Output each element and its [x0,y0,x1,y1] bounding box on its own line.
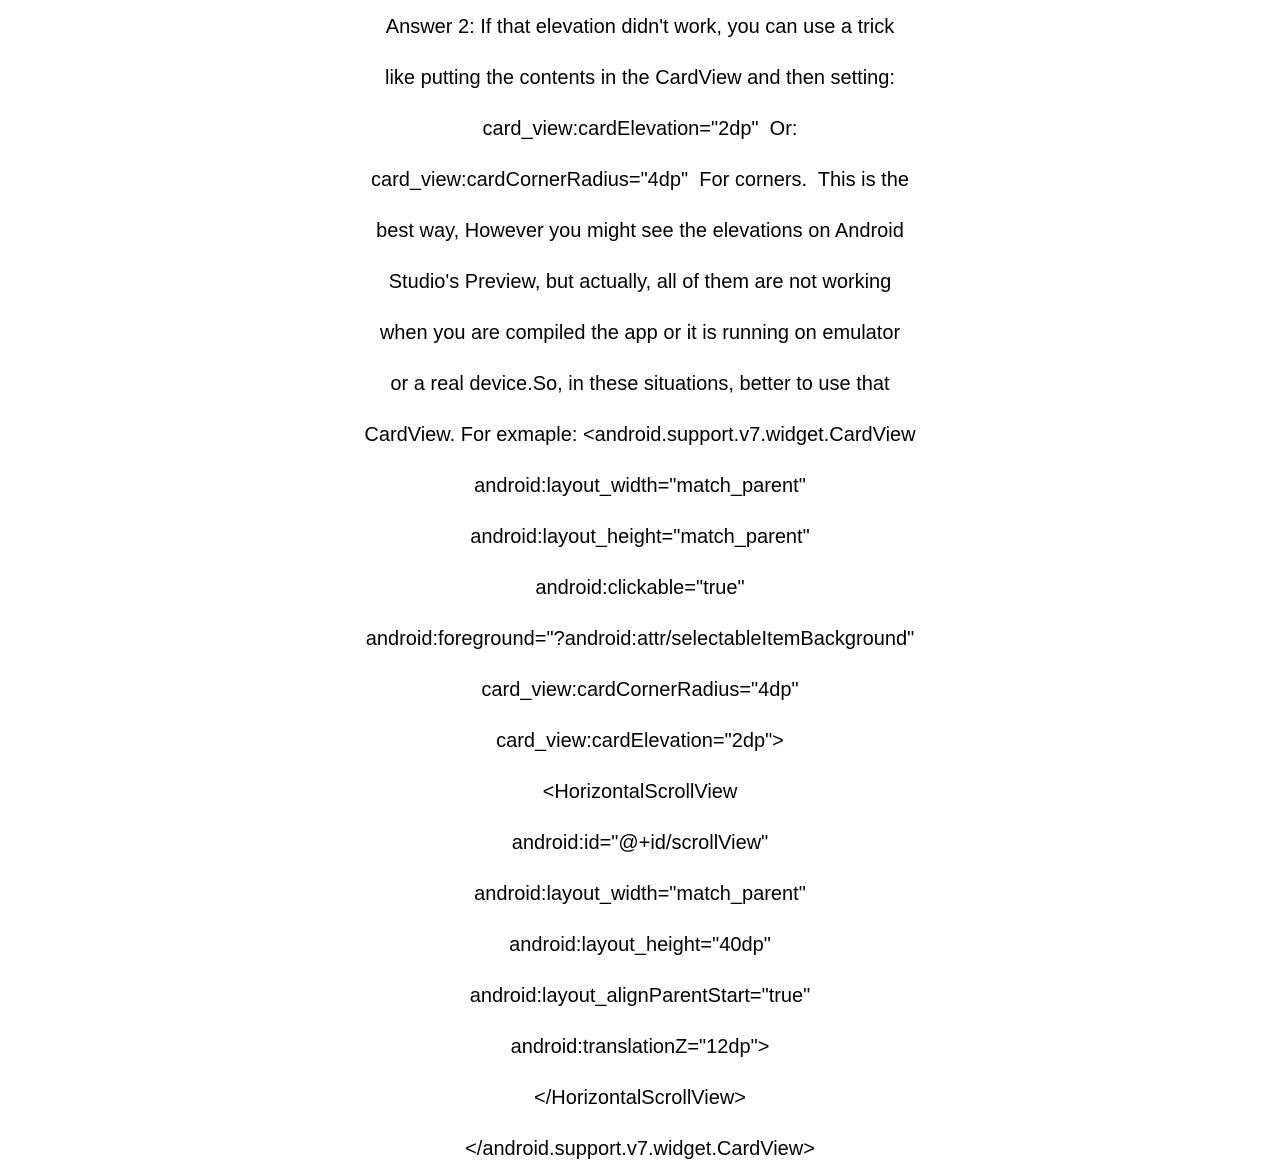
code-line: card_view:cardCornerRadius="4dp" [481,679,799,701]
text-line: card_view:cardElevation="2dp" Or: [482,118,798,140]
text-line: like putting the contents in the CardView and then setting: [385,67,895,89]
text-line: CardView. For exmaple: <android.support.v7.widget.CardView [364,424,916,446]
code-line: </HorizontalScrollView> [534,1087,746,1109]
code-line: android:layout_alignParentStart="true" [469,985,811,1007]
text-line: card_view:cardCornerRadius="4dp" For corners. This is the [371,169,909,191]
code-line: android:layout_width="match_parent" [474,475,806,497]
text-line: best way, However you might see the elevations on Android [376,220,904,242]
code-line: android:layout_height="40dp" [509,934,771,956]
text-line: Studio's Preview, but actually, all of them are not working [388,271,892,293]
code-line: <HorizontalScrollView [542,781,738,803]
code-line: android:foreground="?android:attr/selectableItemBackground" [365,628,915,650]
code-line: card_view:cardElevation="2dp"> [496,730,784,752]
code-line: android:translationZ="12dp"> [510,1036,770,1058]
code-line: </android.support.v7.widget.CardView> [465,1138,815,1160]
code-line: android:layout_width="match_parent" [474,883,806,905]
text-line: Answer 2: If that elevation didn't work, you can use a trick [385,16,895,38]
code-line: android:layout_height="match_parent" [470,526,810,548]
code-line: android:clickable="true" [535,577,745,599]
text-line: or a real device.So, in these situations, better to use that [390,373,890,395]
code-line: android:id="@+id/scrollView" [511,832,769,854]
text-line: when you are compiled the app or it is running on emulator [379,322,901,344]
